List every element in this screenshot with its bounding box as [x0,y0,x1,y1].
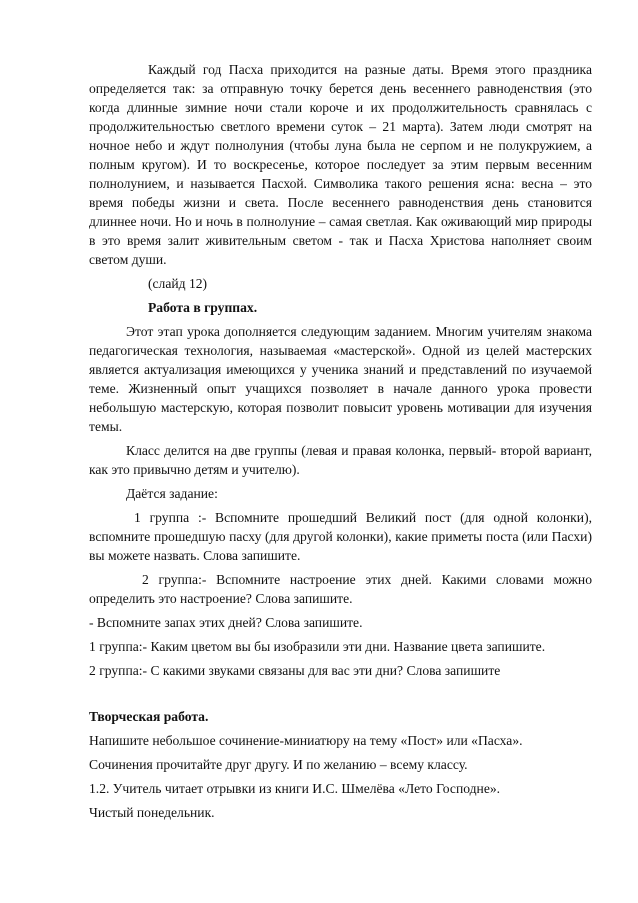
paragraph-task-given: Даётся задание: [126,486,218,501]
paragraph-easter-date: Каждый год Пасха приходится на разные даты. Время этого праздника определяется так: за отправную точку берется день весеннего равноденствия (это когда длинные зимние ночи стали короче и их продолжительность сравнялась с продолжительностью светлого времени суток – 21 марта). Затем люди смотрят на ночное небо и ждут полнолуния (чтобы луна была не серпом и не полукружием, а полным кругом). И то воскресенье, которое последует за этим первым весенним полнолунием, и называется Пасхой. Символика такого решения ясна: весна – это время победы жизни и света. После весеннего равноденствия день становится длиннее ночи. Но и ночь в полнолуние – самая светлая. Как оживающий мир природы в это время залит живительным светом - так и Пасха Христова наполняет своим светом души. [89,62,592,267]
paragraph-group2-task: 2 группа:- Вспомните настроение этих дней. Какими словами можно определить это настроение? Слова запишите. [89,572,592,606]
slide-reference: (слайд 12) [148,276,208,291]
paragraph-smell-task: - Вспомните запах этих дней? Слова запишите. [89,615,363,630]
paragraph-teacher-reads: 1.2. Учитель читает отрывки из книги И.С. Шмелёва «Лето Господне». [89,781,501,796]
paragraph-read-aloud: Сочинения прочитайте друг другу. И по желанию – всему классу. [89,757,468,772]
heading-creative-work: Творческая работа. [89,709,209,724]
paragraph-class-split: Класс делится на две группы (левая и правая колонка, первый- второй вариант, как это привычно детям и учителю). [89,443,592,477]
paragraph-essay-task: Напишите небольшое сочинение-миниатюру на тему «Пост» или «Пасха». [89,733,523,748]
paragraph-group1-color: 1 группа:- Каким цветом вы бы изобразили эти дни. Название цвета запишите. [89,639,546,654]
paragraph-workshop: Этот этап урока дополняется следующим заданием. Многим учителям знакома педагогическая технология, называемая «мастерской». Одной из целей мастерских является актуализация имеющихся у ученика знаний и представлений по изучаемой теме. Жизненный опыт учащихся позволяет в начале данного урока провести небольшую мастерскую, которая позволит повысит уровень мотивации для изучения темы. [89,324,592,434]
paragraph-group1-task: 1 группа :- Вспомните прошедший Великий пост (для одной колонки), вспомните прошедшую пасху (для другой колонки), какие приметы поста (или Пасхи) вы можете назвать. Слова запишите. [89,510,592,563]
paragraph-clean-monday: Чистый понедельник. [89,805,215,820]
paragraph-group2-sounds: 2 группа:- С какими звуками связаны для вас эти дни? Слова запишите [89,663,501,678]
heading-group-work: Работа в группах. [148,300,258,315]
document-page [89,60,592,822]
